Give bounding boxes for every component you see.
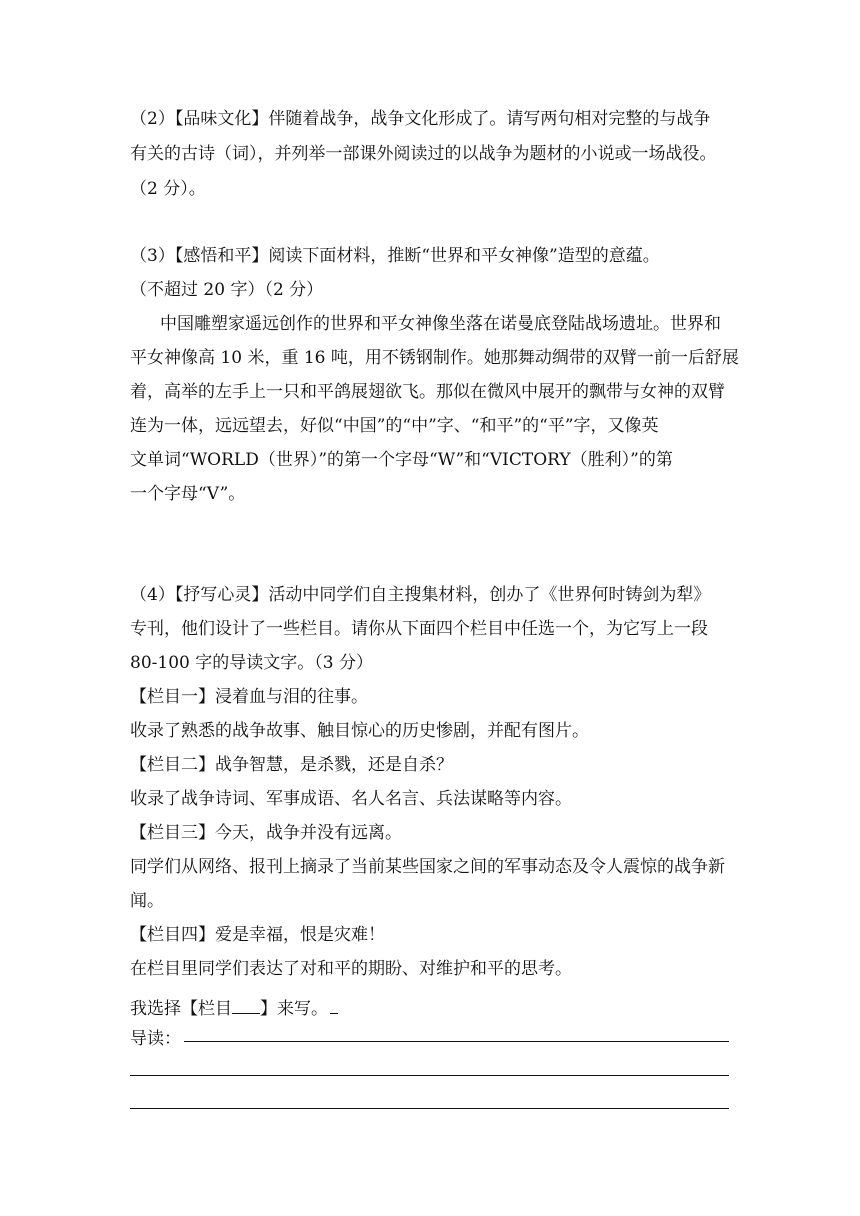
column-3-title: 【栏目三】今天，战争并没有远离。 [130,823,402,843]
q2-line-3: （2 分）。 [130,179,206,199]
q3-line-2: （不超过 20 字）（2 分） [130,280,324,300]
choose-prefix: 我选择【栏目 [130,999,232,1019]
q3-line-1: （3）【感悟和平】阅读下面材料，推断“世界和平女神像”造型的意蕴。 [130,246,660,266]
q3-material-line-5: 文单词“WORLD（世界）”的第一个字母“W”和“VICTORY（胜利）”的第 [130,450,673,470]
answer-line-1[interactable] [184,1041,729,1042]
q3-material-line-1: 中国雕塑家遥远创作的世界和平女神像坐落在诺曼底登陆战场遗址。世界和 [160,314,721,334]
q2-line-2: 有关的古诗（词），并列举一部课外阅读过的以战争为题材的小说或一场战役。 [130,144,717,164]
choose-suffix: 】来写。 [260,999,328,1019]
column-number-blank[interactable] [232,997,260,1014]
q4-line-2: 专刊，他们设计了一些栏目。请你从下面四个栏目中任选一个，为它写上一段 [130,619,708,639]
q2-line-1: （2）【品味文化】伴随着战争，战争文化形成了。请写两句相对完整的与战争 [130,109,711,129]
answer-line-2[interactable] [130,1075,729,1076]
column-2-description: 收录了战争诗词、军事成语、名人名言、兵法谋略等内容。 [130,789,572,809]
column-3-description-line-1: 同学们从网络、报刊上摘录了当前某些国家之间的军事动态及令人震惊的战争新 [130,857,725,877]
choose-column-line [130,997,338,1018]
column-2-title: 【栏目二】战争智慧，是杀戮，还是自杀？ [130,755,453,775]
column-3-description-line-2: 闻。 [130,891,164,911]
q3-material-line-4: 连为一体，远远望去，好似“中国”的“中”字、“和平”的“平”字，又像英 [130,416,659,436]
answer-line-3[interactable] [130,1108,729,1109]
q3-material-line-3: 着，高举的左手上一只和平鸽展翅欲飞。那似在微风中展开的飘带与女神的双臂 [130,382,725,402]
column-1-description: 收录了熟悉的战争故事、触目惊心的历史惨剧，并配有图片。 [130,721,589,741]
q3-material-line-2: 平女神像高 10 米，重 16 吨，用不锈钢制作。她那舞动绸带的双臂一前一后舒展 [130,348,739,368]
trailing-underline [330,997,338,1014]
column-4-title: 【栏目四】爱是幸福，恨是灾难！ [130,925,385,945]
column-4-description: 在栏目里同学们表达了对和平的期盼、对维护和平的思考。 [130,959,572,979]
guide-label: 导读： [130,1029,181,1049]
column-1-title: 【栏目一】浸着血与泪的往事。 [130,687,368,707]
q4-line-1: （4）【抒写心灵】活动中同学们自主搜集材料，创办了《世界何时铸剑为犁》 [130,585,711,605]
q3-material-line-6: 一个字母“V”。 [130,484,246,504]
q4-line-3: 80-100 字的导读文字。（3 分） [130,653,373,673]
